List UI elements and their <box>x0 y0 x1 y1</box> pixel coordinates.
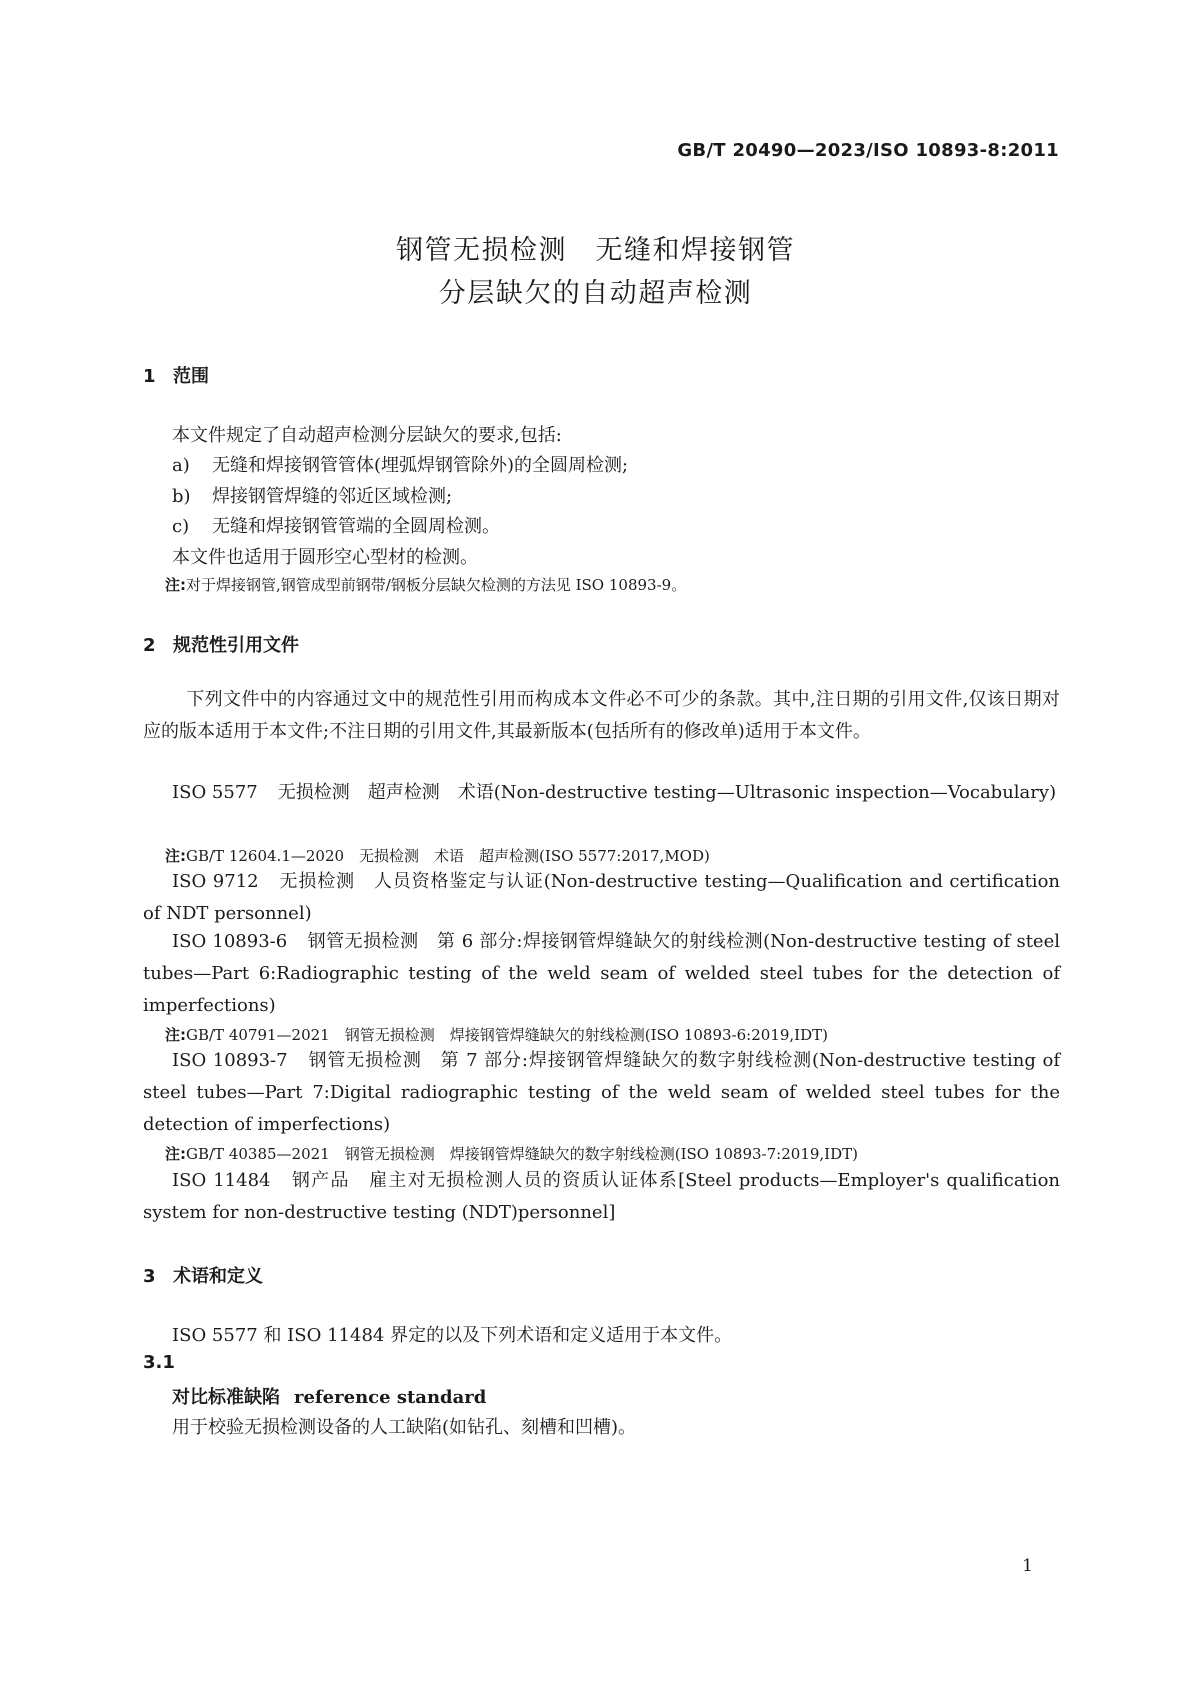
page-number: 1 <box>1022 1556 1033 1576</box>
ref-code: ISO 10893-7 <box>172 1050 288 1071</box>
ref-title-en: (Non-destructive testing—Qualification and certification of NDT personnel) <box>143 871 1060 924</box>
scope-item-c <box>172 512 500 538</box>
scope-item-b <box>172 482 452 508</box>
scope-intro: 本文件规定了自动超声检测分层缺欠的要求,包括: <box>172 425 562 446</box>
ref-iso-10893-7-note <box>165 1143 858 1164</box>
section-title: 规范性引用文件 <box>173 635 299 656</box>
ref-title-cn: 钢产品 雇主对无损检测人员的资质认证体系 <box>290 1170 679 1191</box>
ref-code: ISO 10893-6 <box>172 931 288 952</box>
list-text: 无缝和焊接钢管管体(埋弧焊钢管除外)的全圆周检测; <box>212 455 629 476</box>
section-number: 1 <box>143 366 156 387</box>
note-text: GB/T 12604.1—2020 无损检测 术语 超声检测(ISO 5577:2017,MOD) <box>186 847 710 865</box>
ref-title-en: (Non-destructive testing—Ultrasonic inspection—Vocabulary) <box>493 782 1057 803</box>
ref-title-cn: 无损检测 人员资格鉴定与认证 <box>278 871 544 892</box>
document-title-line1: 钢管无损检测 无缝和焊接钢管 <box>396 235 795 266</box>
list-text: 无缝和焊接钢管管端的全圆周检测。 <box>212 516 500 537</box>
term-heading <box>172 1383 486 1409</box>
list-label: c) <box>172 516 190 537</box>
note-text: GB/T 40791—2021 钢管无损检测 焊接钢管焊缝缺欠的射线检测(ISO 10893-6:2019,IDT) <box>186 1026 828 1044</box>
term-definition: 用于校验无损检测设备的人工缺陷(如钻孔、刻槽和凹槽)。 <box>172 1417 637 1438</box>
section-title: 术语和定义 <box>173 1266 263 1287</box>
note-label: 注: <box>165 847 186 865</box>
ref-iso-5577 <box>143 777 1060 809</box>
note-label: 注: <box>165 1026 186 1044</box>
list-label: a) <box>172 455 190 476</box>
list-text: 焊接钢管焊缝的邻近区域检测; <box>212 486 453 507</box>
ref-title-cn: 钢管无损检测 第 7 部分:焊接钢管焊缝缺欠的数字射线检测 <box>307 1050 813 1071</box>
term-cn: 对比标准缺陷 <box>172 1387 280 1408</box>
ref-iso-10893-7 <box>143 1045 1060 1141</box>
normative-refs-intro <box>143 684 1060 747</box>
standard-number: GB/T 20490—2023/ISO 10893-8:2011 <box>677 140 1059 161</box>
note-text: 对于焊接钢管,钢管成型前钢带/钢板分层缺欠检测的方法见 ISO 10893-9。 <box>186 576 687 594</box>
ref-iso-10893-6-note <box>165 1024 828 1045</box>
note-label: 注: <box>165 1145 186 1163</box>
section-title: 范围 <box>173 366 209 387</box>
note-label: 注: <box>165 576 186 594</box>
ref-title-cn: 无损检测 超声检测 术语 <box>277 782 494 803</box>
ref-title-cn: 钢管无损检测 第 6 部分:焊接钢管焊缝缺欠的射线检测 <box>307 931 764 952</box>
scope-note <box>165 574 686 595</box>
section-number: 3 <box>143 1266 156 1287</box>
document-title-line2: 分层缺欠的自动超声检测 <box>438 278 753 309</box>
note-text: GB/T 40385—2021 钢管无损检测 焊接钢管焊缝缺欠的数字射线检测(ISO 10893-7:2019,IDT) <box>186 1145 858 1163</box>
scope-item-a <box>172 451 628 477</box>
section-number: 2 <box>143 635 156 656</box>
section-3-heading <box>143 1262 263 1288</box>
term-number: 3.1 <box>143 1352 175 1373</box>
scope-closing: 本文件也适用于圆形空心型材的检测。 <box>172 547 478 568</box>
ref-iso-5577-note <box>165 845 710 866</box>
paragraph-text: 下列文件中的内容通过文中的规范性引用而构成本文件必不可少的条款。其中,注日期的引用文件,仅该日期对应的版本适用于本文件;不注日期的引用文件,其最新版本(包括所有的修改单)适用于本文件。 <box>143 689 1060 742</box>
ref-title-en: (Non-destructive testing of steel tubes—Part 6:Radiographic testing of the weld seam of welded steel tubes for the detection of imperfections) <box>143 931 1060 1016</box>
ref-title-en: (Non-destructive testing of steel tubes—Part 7:Digital radiographic testing of the weld seam of welded steel tubes for the detection of imperfections) <box>143 1050 1060 1135</box>
ref-iso-10893-6 <box>143 926 1060 1022</box>
ref-iso-9712 <box>143 866 1060 930</box>
section-2-heading <box>143 631 299 657</box>
ref-iso-11484 <box>143 1165 1060 1229</box>
ref-code: ISO 5577 <box>172 782 258 803</box>
terms-intro: ISO 5577 和 ISO 11484 界定的以及下列术语和定义适用于本文件。 <box>172 1325 733 1346</box>
term-en: reference standard <box>294 1387 487 1408</box>
list-label: b) <box>172 486 191 507</box>
section-1-heading <box>143 362 209 388</box>
ref-code: ISO 9712 <box>172 871 259 892</box>
ref-code: ISO 11484 <box>172 1170 271 1191</box>
ref-title-en: [Steel products—Employer's qualification system for non-destructive testing (NDT)personnel] <box>143 1170 1060 1223</box>
